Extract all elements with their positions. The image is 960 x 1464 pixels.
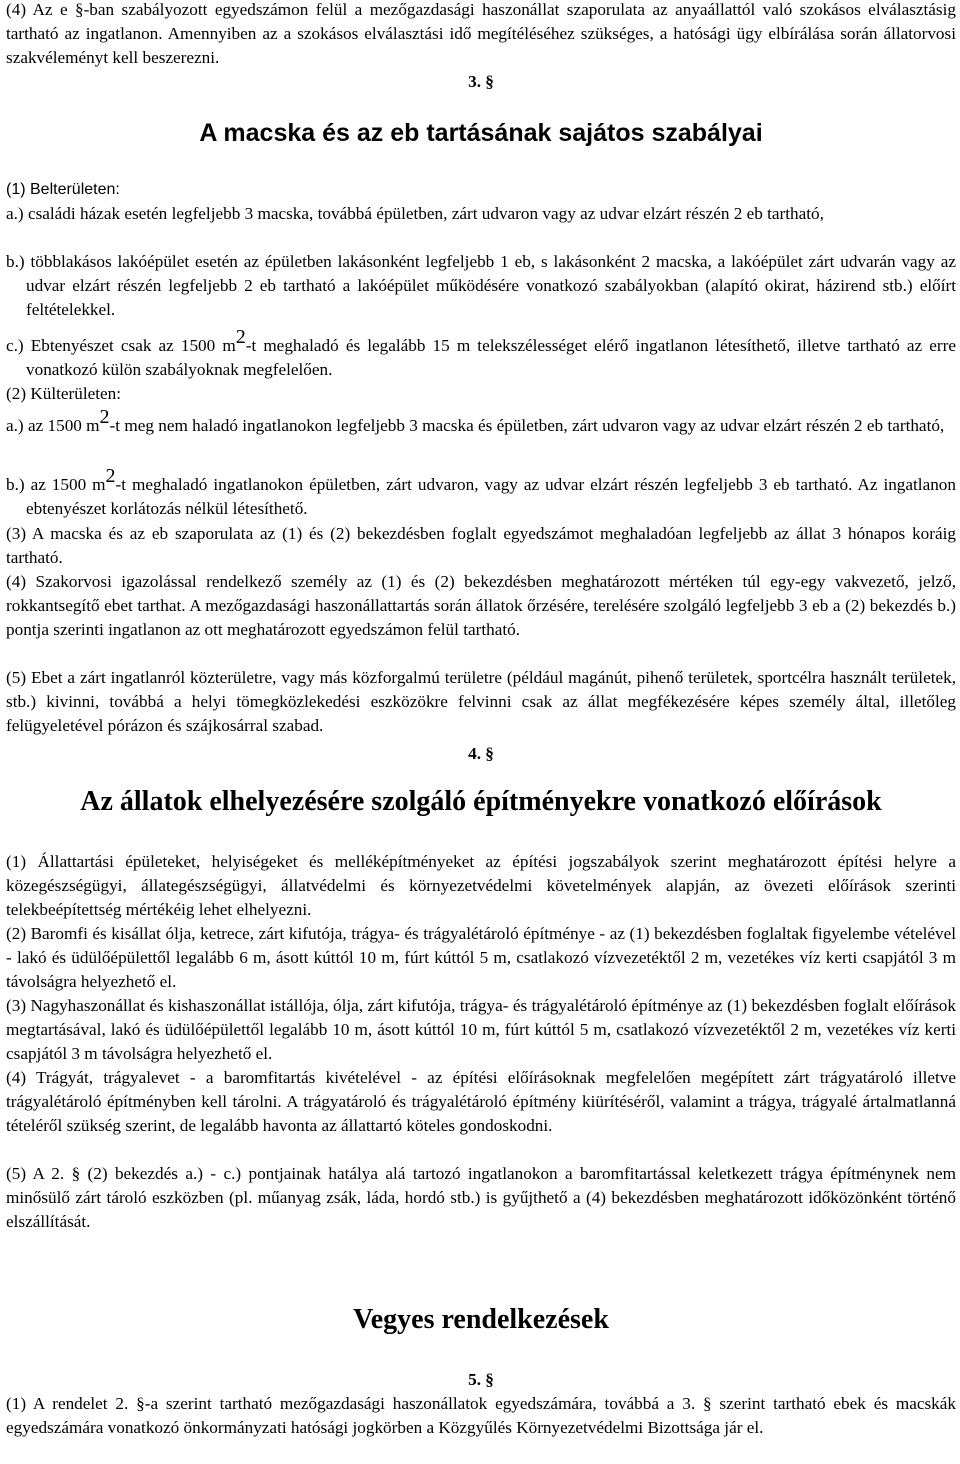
section-4-para-1: (1) Állattartási épületeket, helyiségeket és melléképítményeket az építési jogszabályok szerint meghatározott építési helyre a közegészségügyi, állategészségügyi, állatvédelmi és környezetvédelmi követelmények alapján, az övezeti előírások szerinti telekbeépítettség mértékéig lehet elhelyezni.: [6, 852, 956, 919]
section-3-title: A macska és az eb tartásának sajátos szabályai: [199, 119, 763, 147]
section-3-2-item-b: [6, 465, 956, 521]
section-3-para-4: (4) Szakorvosi igazolással rendelkező személy az (1) és (2) bekezdésben meghatározott mértéken túl egy-egy vakvezető, jelző, rokkantsegítő ebet tarthat. A mezőgazdasági haszonállattartás során állatok őrzésére, terelésére szolgáló legfeljebb 3 eb a (2) bekezdés b.) pontja szerinti ingatlanon az ott meghatározott egyedszámon felül tartható.: [6, 572, 956, 639]
superscript-2: 2: [99, 406, 110, 428]
superscript-2: 2: [105, 465, 116, 487]
section-4-para-4: (4) Trágyát, trágyalevet - a baromfitartás kivételével - az építési előírásoknak megfelelően megépített zárt trágyatároló illetve trágyalétároló építményben kell tárolni. A trágyatároló és trágyalétároló építmény kiürítéséről, valamint a trágya, trágyalé ártalmatlanná tételéről szükség szerint, de legalább havonta az állattartó köteles gondoskodni.: [6, 1068, 956, 1135]
section-3-item-a: a.) családi házak esetén legfeljebb 3 macska, továbbá épületben, zárt udvaron vagy az udvar elzárt részén 2 eb tartható,: [6, 204, 824, 223]
section-3-para-2: (2) Külterületen:: [6, 384, 122, 403]
section-3-para-5: (5) Ebet a zárt ingatlanról közterületre, vagy más közforgalmú területre (például magánút, pihenő területek, sportcélra használt területek, stb.) kivinni, továbbá a helyi tömegközlekedési eszközökre felvinni csak az állat megfékezésére képes személy által, illetőleg felügyeletével pórázon és szájkosárral szabad.: [6, 668, 956, 735]
section-4-para-5: (5) A 2. § (2) bekezdés a.) - c.) pontjainak hatálya alá tartozó ingatlanokon a baromfitartással keletkezett trágya építménynek nem minősülő zárt tároló eszközben (pl. műanyag zsák, láda, hordó stb.) is gyűjthető a (4) bekezdésben meghatározott időközönként történő elszállítását.: [6, 1164, 956, 1231]
superscript-2: 2: [235, 326, 246, 348]
section-5-para-1: (1) A rendelet 2. §-a szerint tartható mezőgazdasági haszonállatok egyedszámára, továbbá a 3. § szerint tartható ebek és macskák egyedszámára vonatkozó önkormányzati hatósági jogkörben a Közgyűlés Környezetvédelmi Bizottsága jár el.: [6, 1394, 956, 1437]
section-3-2-item-a-text-2: -t meg nem haladó ingatlanokon legfeljebb 3 macska és épületben, zárt udvaron vagy az udvar elzárt részén 2 eb tartható,: [109, 416, 945, 435]
section-3-number: 3. §: [468, 72, 494, 91]
section-3-item-c-text-1: c.) Ebtenyészet csak az 1500 m: [6, 336, 236, 355]
section-5-number: 5. §: [468, 1370, 494, 1389]
section-3-2-item-a-text-1: a.) az 1500 m: [6, 416, 100, 435]
section-4-para-2: (2) Baromfi és kisállat ólja, ketrece, zárt kifutója, trágya- és trágyalétároló építménye - az (1) bekezdésben foglaltak figyelembe vételével - lakó és üdülőépülettől legalább 6 m, ásott kúttól 10 m, fúrt kúttól 5 m, csatlakozó vízvezetéktől 2 m, vezetékes víz kerti csapjától 3 m távolságra helyezhető el.: [6, 924, 956, 991]
misc-provisions-title: Vegyes rendelkezések: [353, 1304, 609, 1335]
section-3-para-1: (1) Belterületen:: [6, 181, 120, 198]
section-4-title: Az állatok elhelyezésére szolgáló építményekre vonatkozó előírások: [80, 786, 882, 817]
section-3-2-item-b-text-1: b.) az 1500 m: [6, 475, 106, 494]
section-3-2-item-b-text-2: -t meghaladó ingatlanokon épületben, zárt udvaron, vagy az udvar elzárt részén legfeljebb 3 eb tartható. Az ingatlanon ebtenyészet korlátozás nélkül létesíthető.: [26, 475, 956, 518]
section-3-para-3: (3) A macska és az eb szaporulata az (1) és (2) bekezdésben foglalt egyedszámot meghaladóan legfeljebb az állat 3 hónapos koráig tartható.: [6, 524, 956, 567]
paragraph-2-4: (4) Az e §-ban szabályozott egyedszámon felül a mezőgazdasági haszonállat szaporulata az anyaállattól való szokásos elválasztásig tartható az ingatlanon. Amennyiben az a szokásos elválasztási idő megítéléséhez szükséges, a hatósági ügy elbírálása során állatorvosi szakvéleményt kell beszerezni.: [6, 0, 956, 67]
section-3-item-b: b.) többlakásos lakóépület esetén az épületben lakásonként legfeljebb 1 eb, s lakásonként 2 macska, a lakóépület zárt udvarán vagy az udvar elzárt részén legfeljebb 2 eb tartható a lakóépület működésére vonatkozó szabályokban (alapító okirat, házirend stb.) előírt feltételekkel.: [6, 252, 956, 319]
section-3-2-item-a: [6, 406, 956, 438]
section-3-item-c-text-2: -t meghaladó és legalább 15 m telekszélességet elérő ingatlanon létesíthető, illetve tartható az erre vonatkozó külön szabályoknak megfelelően.: [26, 336, 956, 379]
section-4-para-3: (3) Nagyhaszonállat és kishaszonállat istállója, ólja, zárt kifutója, trágya- és trágyalétároló építménye az (1) bekezdésben foglalt előírások megtartásával, lakó és üdülőépülettől legalább 10 m, ásott kúttól 10 m, fúrt kúttól 5 m, csatlakozó vízvezetéktől 2 m, vezetékes víz kerti csapjától 3 m távolságra helyezhető el.: [6, 996, 956, 1063]
section-4-number: 4. §: [468, 744, 494, 763]
section-3-item-c: [6, 326, 956, 382]
